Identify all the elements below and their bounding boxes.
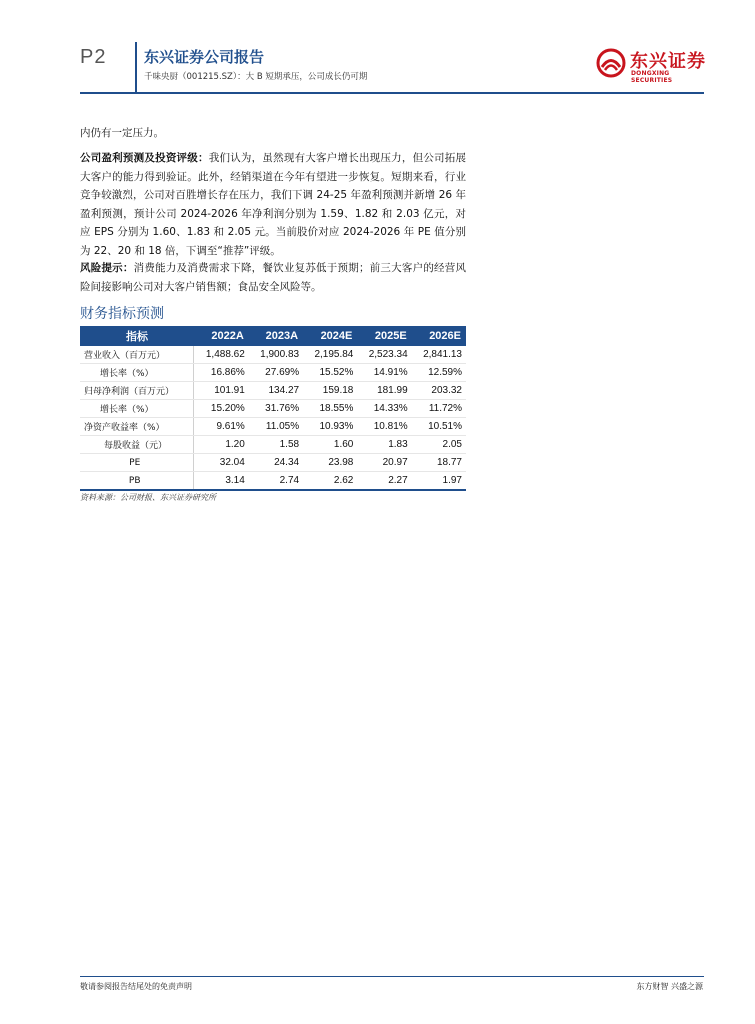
table-cell: 31.76% — [249, 400, 303, 418]
table-cell: 1.60 — [303, 436, 357, 454]
forecast-label: 公司盈利预测及投资评级： — [80, 152, 209, 164]
risk-label: 风险提示： — [80, 262, 134, 274]
table-cell: 2,841.13 — [412, 346, 466, 364]
table-header-cell: 2024E — [303, 326, 357, 346]
table-row — [80, 454, 466, 472]
row-label: PE — [80, 454, 194, 472]
table-cell: 12.59% — [412, 364, 466, 382]
table-cell: 18.77 — [412, 454, 466, 472]
table-cell: 2.27 — [357, 472, 411, 491]
table-cell: 2.74 — [249, 472, 303, 491]
footer-rule — [80, 976, 704, 977]
table-cell: 1,900.83 — [249, 346, 303, 364]
table-cell: 101.91 — [194, 382, 249, 400]
table-cell: 24.34 — [249, 454, 303, 472]
table-cell: 32.04 — [194, 454, 249, 472]
paragraph-continuation: 内仍有一定压力。 — [80, 127, 164, 139]
table-cell: 23.98 — [303, 454, 357, 472]
table-cell: 3.14 — [194, 472, 249, 491]
table-cell: 14.33% — [357, 400, 411, 418]
dongxing-logo-icon — [596, 48, 626, 78]
table-row — [80, 436, 466, 454]
risk-text: 消费能力及消费需求下降，餐饮业复苏低于预期；前三大客户的经营风险间接影响公司对大客户销售额；食品安全风险等。 — [80, 262, 467, 293]
table-cell: 2.05 — [412, 436, 466, 454]
table-header-cell: 2022A — [194, 326, 249, 346]
table-cell: 14.91% — [357, 364, 411, 382]
row-label: 增长率（%） — [80, 364, 194, 382]
table-cell: 134.27 — [249, 382, 303, 400]
table-cell: 1.83 — [357, 436, 411, 454]
header-rule — [80, 92, 704, 94]
table-cell: 1.58 — [249, 436, 303, 454]
table-header-cell: 指标 — [80, 326, 194, 346]
table-cell: 20.97 — [357, 454, 411, 472]
row-label: 增长率（%） — [80, 400, 194, 418]
row-label: 净资产收益率（%） — [80, 418, 194, 436]
paragraph-risk — [80, 259, 466, 296]
table-cell: 10.81% — [357, 418, 411, 436]
footer-disclaimer: 敬请参阅报告结尾处的免责声明 — [80, 982, 192, 991]
table-cell: 159.18 — [303, 382, 357, 400]
table-cell: 11.05% — [249, 418, 303, 436]
table-cell: 1,488.62 — [194, 346, 249, 364]
company-logo — [596, 46, 708, 82]
logo-text-en: DONGXING SECURITIES — [631, 70, 673, 84]
table-header-cell: 2026E — [412, 326, 466, 346]
table-cell: 203.32 — [412, 382, 466, 400]
logo-text-cn: 东兴证券 — [630, 51, 706, 72]
table-cell: 1.20 — [194, 436, 249, 454]
table-header-cell: 2025E — [357, 326, 411, 346]
table-cell: 9.61% — [194, 418, 249, 436]
table-cell: 1.97 — [412, 472, 466, 491]
header-divider — [135, 42, 137, 92]
row-label: PB — [80, 472, 194, 491]
table-cell: 2.62 — [303, 472, 357, 491]
row-label: 每股收益（元） — [80, 436, 194, 454]
table-cell: 18.55% — [303, 400, 357, 418]
table-cell: 181.99 — [357, 382, 411, 400]
table-row — [80, 418, 466, 436]
table-source-note: 资料来源：公司财报、东兴证券研究所 — [80, 493, 216, 502]
table-cell: 15.52% — [303, 364, 357, 382]
table-cell: 16.86% — [194, 364, 249, 382]
page-number: P2 — [80, 46, 107, 68]
report-subtitle: 千味央厨（001215.SZ）：大 B 短期承压，公司成长仍可期 — [144, 72, 368, 82]
table-row — [80, 400, 466, 418]
table-cell: 15.20% — [194, 400, 249, 418]
table-header-cell: 2023A — [249, 326, 303, 346]
section-title: 财务指标预测 — [80, 306, 164, 322]
financial-forecast-table — [80, 326, 466, 491]
forecast-text: 我们认为，虽然现有大客户增长出现压力，但公司拓展大客户的能力得到验证。此外，经销渠道在今年有望进一步恢复。短期来看，行业竞争较激烈，公司对百胜增长存在压力，我们下调 24-25 年盈利预测并新增 26 年盈利预测，预计公司 2024-2026 年净利润分别为 1.59、1.82 和 2.03 亿元，对应 EPS 分别为 1.60、1.83 和 2.05 元。当前股价对应 2024-2026 年 PE 值分别为 22、20 和 18 倍，下调至“推荐”评级。 — [80, 152, 467, 257]
table-cell: 2,523.34 — [357, 346, 411, 364]
table-row — [80, 364, 466, 382]
table-cell: 11.72% — [412, 400, 466, 418]
table-cell: 27.69% — [249, 364, 303, 382]
footer-slogan: 东方财智 兴盛之源 — [636, 982, 703, 991]
table-cell: 10.51% — [412, 418, 466, 436]
table-row — [80, 472, 466, 491]
report-title: 东兴证券公司报告 — [144, 48, 265, 66]
table-header-row — [80, 326, 466, 346]
table-cell: 10.93% — [303, 418, 357, 436]
table-cell: 2,195.84 — [303, 346, 357, 364]
row-label: 归母净利润（百万元） — [80, 382, 194, 400]
row-label: 营业收入（百万元） — [80, 346, 194, 364]
paragraph-forecast — [80, 149, 466, 261]
table-row — [80, 346, 466, 364]
table-row — [80, 382, 466, 400]
